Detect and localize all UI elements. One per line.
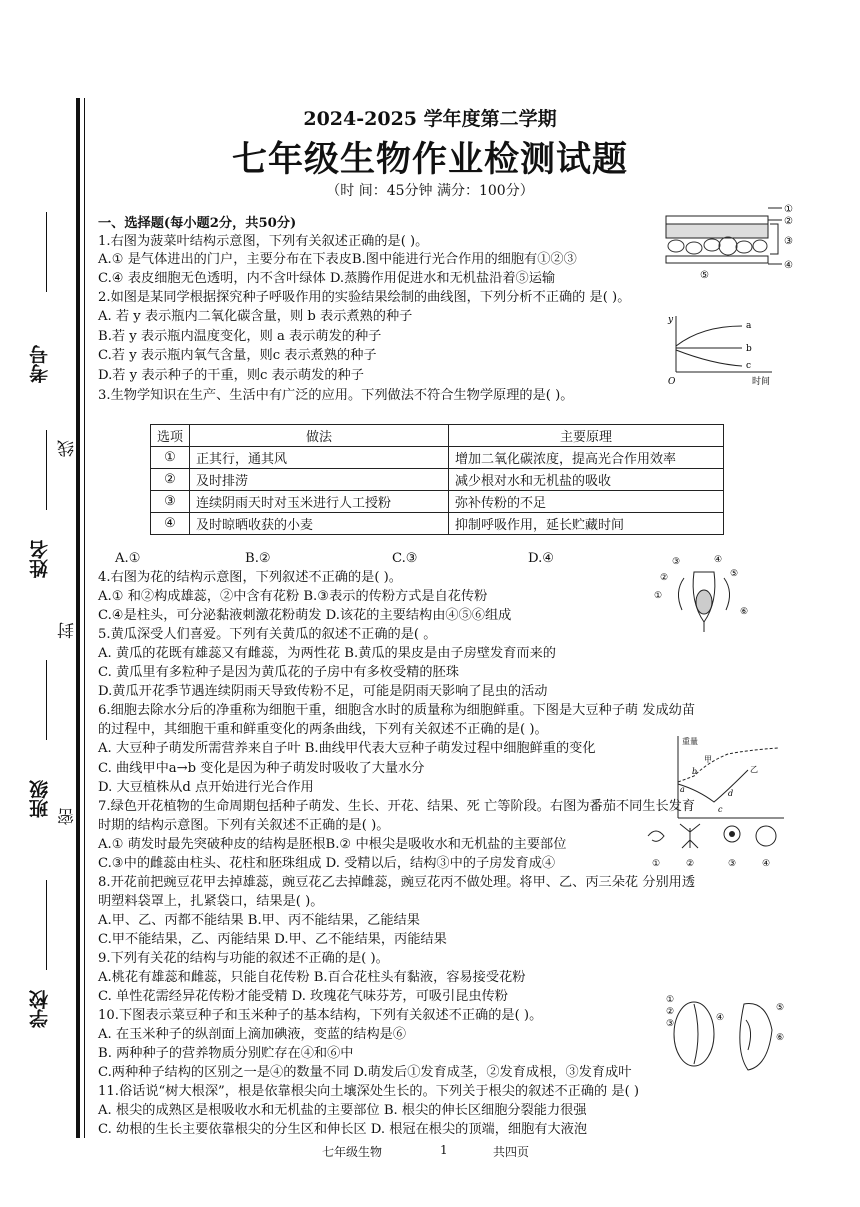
q4-ab: A.① 和②构成雄蕊，②中含有花粉 B.③表示的传粉方式是自花传粉	[98, 589, 488, 604]
kaohao-label: 考号	[29, 345, 51, 383]
respiration-curve-figure	[662, 312, 782, 386]
seed-label-6: ⑥	[776, 1033, 785, 1043]
tomato-stages-figure	[640, 818, 780, 870]
q10-b: B. 两种种子的营养物质分别贮存在④和⑥中	[98, 1046, 354, 1061]
q5-c: C. 黄瓜里有多粒种子是因为黄瓜花的子房中有多枚受精的胚珠	[98, 665, 459, 680]
kaohao-line	[46, 212, 47, 292]
table-cell: 及时排涝	[190, 469, 449, 491]
banji-label: 班级	[29, 780, 51, 818]
footer-total-pages: 共四页	[493, 1145, 530, 1159]
footer-subject: 七年级生物	[322, 1145, 383, 1159]
section-heading: 一、选择题(每小题2分，共50分)	[98, 216, 297, 231]
q4-stem: 4.右图为花的结构示意图，下列叙述不正确的是( )。	[98, 570, 402, 585]
seed-label-3: ③	[666, 1019, 675, 1029]
q8-stem1: 8.开花前把豌豆花甲去掉雄蕊，豌豆花乙去掉雌蕊，豌豆花丙不做处理。将甲、乙、丙三朵花 分别用透	[98, 875, 696, 890]
table-cell: ④	[151, 513, 190, 535]
curve-a-label: a	[746, 321, 752, 331]
table-cell: ③	[151, 491, 190, 513]
tomato-label-4: ④	[762, 859, 771, 869]
banji-line	[46, 660, 47, 740]
q3-table	[150, 424, 724, 535]
flower-structure-figure	[654, 552, 764, 634]
leaf-label-2: ②	[784, 216, 793, 227]
binding-rule-thick	[76, 98, 80, 1138]
seed-label-4: ④	[716, 1013, 725, 1023]
table-row	[151, 513, 724, 535]
table-header: 做法	[190, 425, 449, 447]
q10-a: A. 在玉米种子的纵剖面上滴加碘液，变蓝的结构是⑥	[98, 1027, 407, 1042]
q7-cd: C.③中的雌蕊由柱头、花柱和胚珠组成 D. 受精以后，结构③中的子房发育成④	[98, 856, 556, 871]
growth-y-label: 重量	[682, 737, 698, 746]
table-header-row	[151, 425, 724, 447]
q3-answer-d: D.④	[528, 551, 555, 566]
leaf-label-5: ⑤	[700, 270, 709, 280]
q11-stem: 11.俗话说“树大根深”，根是依靠根尖向土壤深处生长的。下列关于根尖的叙述不正确的 是( )	[98, 1084, 640, 1099]
q1-cd: C.④ 表皮细胞无色透明，内不含叶绿体 D.蒸腾作用促进水和无机盐沿着⑤运输	[98, 271, 556, 286]
q1-stem: 1.右图为菠菜叶结构示意图，下列有关叙述正确的是( )。	[98, 234, 429, 249]
q7-ab: A.① 萌发时最先突破种皮的结构是胚根B.② 中根尖是吸收水和无机盐的主要部位	[98, 837, 567, 852]
q3-answer-c: C.③	[392, 551, 418, 566]
table-row	[151, 469, 724, 491]
exam-title: 七年级生物作业检测试题	[231, 139, 628, 180]
seed-label-1: ①	[666, 995, 675, 1005]
q7-stem1: 7.绿色开花植物的生命周期包括种子萌发、生长、开花、结果、死 亡等阶段。右图为番茄不同生长发育	[98, 799, 696, 814]
curve-c-label: c	[746, 361, 752, 371]
q4-cd: C.④是柱头，可分泌黏液刺激花粉萌发 D.该花的主要结构由④⑤⑥组成	[98, 608, 512, 623]
exam-meta: （时 间：45分钟 满分：100分）	[326, 183, 534, 199]
q7-stem2: 时期的结构示意图。下列有关叙述不正确的是( )。	[98, 818, 390, 833]
table-cell: ①	[151, 447, 190, 469]
q6-d: D. 大豆植株从d 点开始进行光合作用	[98, 780, 314, 795]
q6-stem1: 6.细胞去除水分后的净重称为细胞干重，细胞含水时的质量称为细胞鲜重。下图是大豆种子萌 发成幼苗	[98, 703, 696, 718]
tomato-label-2: ②	[686, 859, 695, 869]
q3-answer-b: B.②	[245, 551, 271, 566]
flower-label-1: ①	[654, 591, 663, 601]
q11-cd: C. 幼根的生长主要依靠根尖的分生区和伸长区 D. 根冠在根尖的顶端，细胞有大液泡	[98, 1122, 588, 1137]
q8-ab: A.甲、乙、丙都不能结果 B.甲、丙不能结果，乙能结果	[98, 913, 420, 928]
table-cell: 增加二氧化碳浓度，提高光合作用效率	[449, 447, 724, 469]
table-cell: 正其行，通其风	[190, 447, 449, 469]
curve-x-label: 时间	[752, 377, 771, 386]
curve-y-label: y	[668, 315, 674, 325]
xuexiao-line	[46, 880, 47, 970]
q6-c: C. 曲线甲中a→b 变化是因为种子萌发时吸收了大量水分	[98, 761, 425, 776]
table-row	[151, 491, 724, 513]
growth-a-label: a	[680, 785, 685, 794]
growth-yi-label: 乙	[750, 765, 758, 774]
table-cell: 减少根对水和无机盐的吸收	[449, 469, 724, 491]
q8-stem2: 明塑料袋罩上，扎紧袋口，结果是( )。	[98, 894, 324, 909]
tomato-label-1: ①	[652, 859, 661, 869]
leaf-label-1: ①	[784, 204, 793, 215]
growth-jia-label: 甲	[704, 755, 712, 764]
q11-ab: A. 根尖的成熟区是根吸收水和无机盐的主要部位 B. 根尖的伸长区细胞分裂能力很强	[98, 1103, 587, 1118]
curve-origin-label: O	[668, 377, 676, 386]
q1-ab: A.① 是气体进出的门户，主要分布在下表皮B.图中能进行光合作用的细胞有①②③	[98, 252, 577, 267]
q3-stem: 3.生物学知识在生产、生活中有广泛的应用。下列做法不符合生物学原理的是( )。	[98, 388, 574, 403]
q2-a: A. 若 y 表示瓶内二氧化碳含量，则 b 表示煮熟的种子	[98, 309, 413, 324]
seed-label-2: ②	[666, 1007, 675, 1017]
flower-label-2: ②	[660, 573, 669, 583]
leaf-section-figure	[664, 200, 804, 280]
growth-c-label: c	[718, 805, 723, 814]
q10-cd: C.两种种子结构的区别之一是④的数量不同 D.萌发后①发育成茎，②发育成根，③发育成叶	[98, 1065, 632, 1080]
binding-rule-thin	[84, 98, 85, 1138]
tomato-label-3: ③	[728, 859, 737, 869]
q2-b: B.若 y 表示瓶内温度变化，则 a 表示萌发的种子	[98, 329, 382, 344]
flower-label-6: ⑥	[740, 607, 749, 617]
q5-ab: A. 黄瓜的花既有雄蕊又有雌蕊，为两性花 B.黄瓜的果皮是由子房壁发育而来的	[98, 646, 556, 661]
table-cell: ②	[151, 469, 190, 491]
xuexiao-label: 学校	[29, 990, 51, 1028]
q6-stem2: 的过程中，其细胞干重和鲜重变化的两条曲线，下列有关叙述不正确的是( )。	[98, 722, 548, 737]
q9-cd: C. 单性花需经异花传粉才能受精 D. 玫瑰花气味芬芳，可吸引昆虫传粉	[98, 989, 508, 1004]
xingming-label: 姓名	[29, 540, 51, 578]
growth-b-label: b	[692, 767, 698, 776]
flower-label-5: ⑤	[730, 569, 739, 579]
curve-b-label: b	[746, 344, 752, 354]
q5-stem: 5.黄瓜深受人们喜爱。下列有关黄瓜的叙述不正确的是( 。	[98, 627, 437, 642]
leaf-label-4: ④	[784, 260, 793, 271]
q3-answer-a: A.①	[115, 551, 141, 566]
q9-ab: A.桃花有雄蕊和雌蕊，只能自花传粉 B.百合花柱头有黏液，容易接受花粉	[98, 970, 526, 985]
seed-structure-figure	[664, 990, 794, 1076]
q2-d: D.若 y 表示种子的干重，则c 表示萌发的种子	[98, 368, 364, 383]
table-cell: 抑制呼吸作用，延长贮藏时间	[449, 513, 724, 535]
footer-page-number: 1	[440, 1143, 448, 1157]
growth-curve-figure	[668, 732, 788, 826]
q6-ab: A. 大豆种子萌发所需营养来自子叶 B.曲线甲代表大豆种子萌发过程中细胞鲜重的变化	[98, 741, 596, 756]
flower-label-4: ④	[714, 555, 723, 565]
exam-year: 2024-2025 学年度第二学期	[303, 108, 557, 130]
q9-stem: 9.下列有关花的结构与功能的叙述不正确的是( )。	[98, 951, 389, 966]
seed-label-5: ⑤	[776, 1003, 785, 1013]
table-header: 选项	[151, 425, 190, 447]
leaf-label-3: ③	[784, 236, 793, 247]
feng-mark: 封	[58, 622, 78, 639]
table-cell: 连续阴雨天时对玉米进行人工授粉	[190, 491, 449, 513]
table-cell: 及时晾晒收获的小麦	[190, 513, 449, 535]
flower-label-3: ③	[672, 557, 681, 567]
mi-mark: 密	[58, 808, 78, 825]
q5-d: D.黄瓜开花季节遇连续阴雨天导致传粉不足，可能是阴雨天影响了昆虫的活动	[98, 684, 548, 699]
q2-stem: 2.如图是某同学根据探究种子呼吸作用的实验结果绘制的曲线图，下列分析不正确的 是( )。	[98, 290, 631, 305]
table-cell: 弥补传粉的不足	[449, 491, 724, 513]
xian-mark: 线	[58, 440, 78, 457]
q8-cd: C.甲不能结果，乙、丙能结果 D.甲、乙不能结果，丙能结果	[98, 932, 447, 947]
q2-c: C.若 y 表示瓶内氧气含量，则c 表示煮熟的种子	[98, 348, 377, 363]
growth-d-label: d	[728, 789, 734, 798]
xingming-line	[46, 430, 47, 510]
table-header: 主要原理	[449, 425, 724, 447]
q10-stem: 10.下图表示菜豆种子和玉米种子的基本结构，下列有关叙述不正确的是( )。	[98, 1008, 543, 1023]
table-row	[151, 447, 724, 469]
